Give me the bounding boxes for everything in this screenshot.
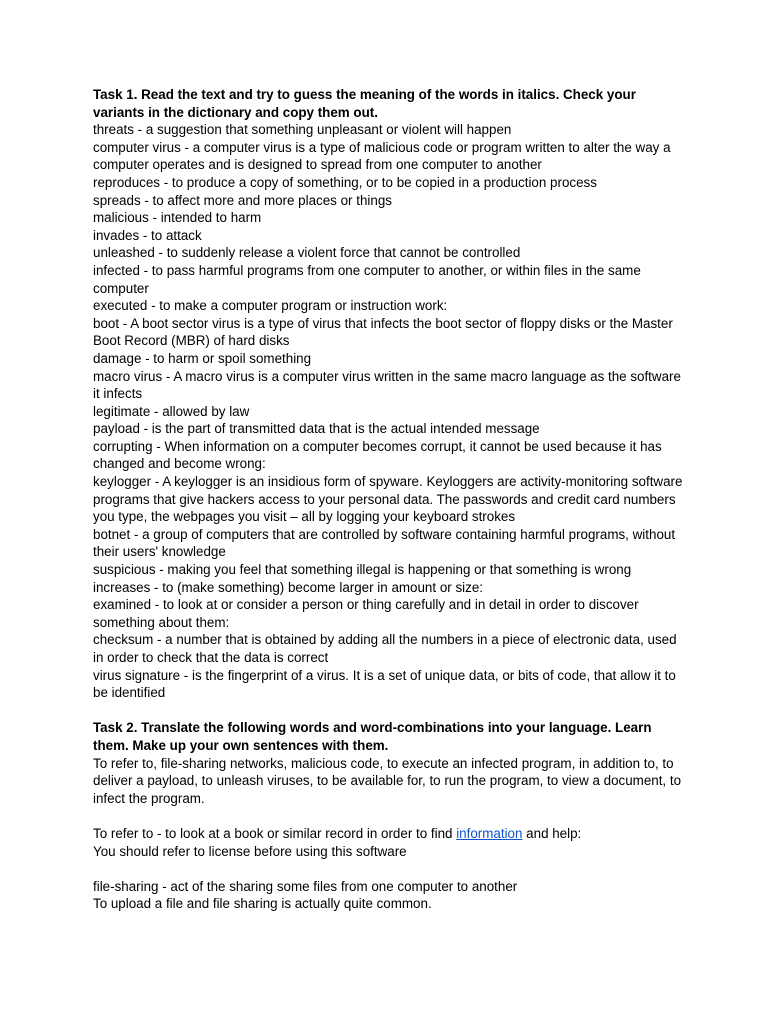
- refer-to-definition-tail: and help:: [522, 825, 582, 841]
- definition-entry: checksum - a number that is obtained by adding all the numbers in a piece of electronic data, used in order to check that the data is correct: [93, 632, 677, 665]
- definition-entry: macro virus - A macro virus is a computer virus written in the same macro language as the software it infects: [93, 368, 681, 402]
- document-page: [93, 86, 683, 913]
- definition-entry: botnet - a group of computers that are controlled by software containing harmful programs, without their users' knowledge: [93, 526, 676, 560]
- refer-to-definition-text: To refer to - to look at a book or similar record in order to find: [93, 825, 457, 841]
- definition-entry: payload - is the part of transmitted data that is the actual intended message: [93, 421, 540, 437]
- paragraph-gap: [93, 807, 683, 825]
- definition-entry: boot - A boot sector virus is a type of virus that infects the boot sector of floppy disks or the Master Boot Record (MBR) of hard disks: [93, 315, 673, 349]
- paragraph-gap: [93, 702, 683, 720]
- definition-entry: infected - to pass harmful programs from one computer to another, or within files in the same computer: [93, 262, 641, 296]
- paragraph-gap: [93, 860, 683, 878]
- definition-entry: invades - to attack: [93, 227, 202, 243]
- definition-entry: increases - to (make something) become larger in amount or size:: [93, 579, 483, 595]
- task2-intro: To refer to, file-sharing networks, malicious code, to execute an infected program, in addition to, to deliver a payload, to unleash viruses, to be available for, to run the program, to view a document, to infect the program.: [93, 755, 682, 806]
- definition-entry: computer virus - a computer virus is a type of malicious code or program written to alter the way a computer operates and is designed to spread from one computer to another: [93, 139, 671, 173]
- definition-entry: suspicious - making you feel that something illegal is happening or that something is wrong: [93, 562, 632, 578]
- task1-heading: Task 1. Read the text and try to guess the meaning of the words in italics. Check your variants in the dictionary and copy them out.: [93, 87, 636, 120]
- refer-to-example: You should refer to license before using this software: [93, 843, 407, 859]
- file-sharing-definition: file-sharing - act of the sharing some files from one computer to another: [93, 878, 518, 894]
- definition-entry: malicious - intended to harm: [93, 210, 262, 226]
- definition-entry: reproduces - to produce a copy of something, or to be copied in a production process: [93, 174, 597, 190]
- definition-entry: executed - to make a computer program or instruction work:: [93, 298, 448, 314]
- definition-entry: threats - a suggestion that something unpleasant or violent will happen: [93, 122, 512, 138]
- definition-entry: corrupting - When information on a computer becomes corrupt, it cannot be used because it has changed and become wrong:: [93, 438, 662, 472]
- definition-entry: spreads - to affect more and more places or things: [93, 192, 392, 208]
- information-link[interactable]: information: [456, 825, 523, 841]
- definition-entry: legitimate - allowed by law: [93, 403, 250, 419]
- definition-entry: examined - to look at or consider a person or thing carefully and in detail in order to discover something about them:: [93, 597, 639, 630]
- definition-entry: unleashed - to suddenly release a violent force that cannot be controlled: [93, 245, 521, 261]
- refer-to-definition: [93, 825, 683, 843]
- task2-heading: Task 2. Translate the following words and word-combinations into your language. Learn them. Make up your own sentences with them.: [93, 720, 652, 753]
- file-sharing-example: To upload a file and file sharing is actually quite common.: [93, 896, 432, 912]
- definition-entry: keylogger - A keylogger is an insidious form of spyware. Keyloggers are activity-monitoring software programs that give hackers access to your personal data. The passwords and credit card numbers you type, the webpages you visit – all by logging your keyboard strokes: [93, 474, 683, 525]
- definition-entry: damage - to harm or spoil something: [93, 350, 312, 366]
- definition-entry: virus signature - is the fingerprint of a virus. It is a set of unique data, or bits of code, that allow it to be identified: [93, 667, 676, 701]
